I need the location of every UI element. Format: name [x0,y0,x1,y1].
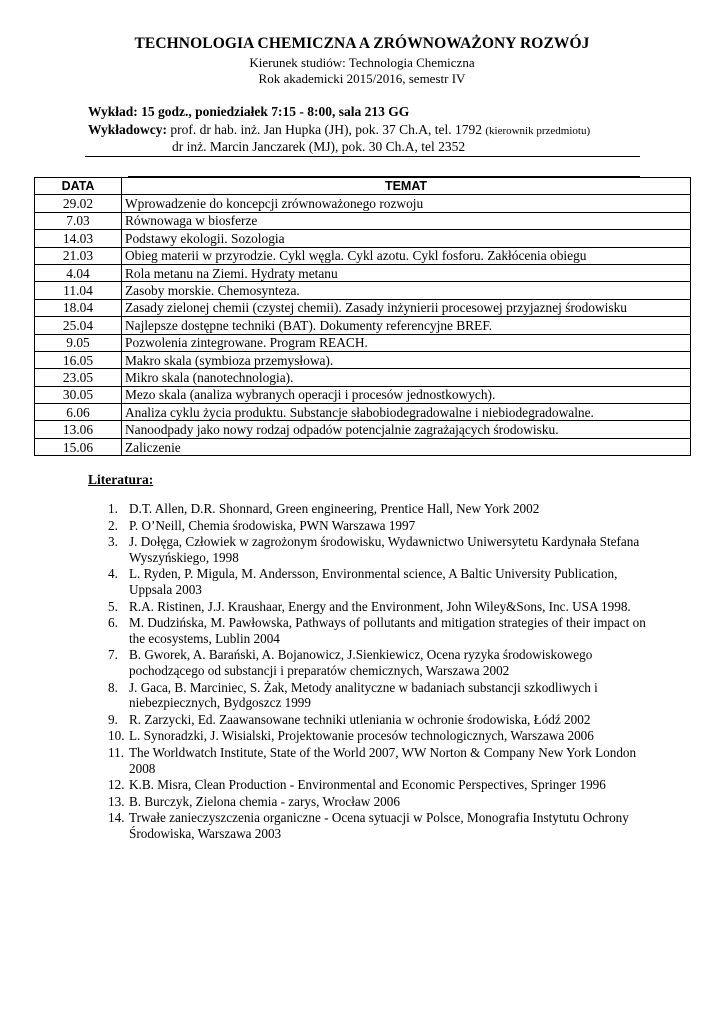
header-date: DATA [35,178,122,195]
item-number: 7. [108,647,118,663]
row-topic: Makro skala (symbioza przemysłowa). [122,351,691,368]
lecturer-1-note: (kierownik przedmiotu) [485,125,591,137]
item-text: L. Ryden, P. Migula, M. Andersson, Environmental science, A Baltic University Publication, Uppsala 2003 [129,566,618,597]
item-number: 1. [108,501,118,516]
table-row [35,404,691,421]
list-item [0,566,649,597]
item-text: P. O’Neill, Chemia środowiska, PWN Warszawa 1997 [129,517,416,533]
row-topic: Wprowadzenie do koncepcji zrównoważonego rozwoju [122,195,691,212]
row-topic: Zaliczenie [122,438,691,455]
field-of-study: Kierunek studiów: Technologia Chemiczna [249,55,475,70]
row-date: 6.06 [35,404,122,421]
item-text: B. Gworek, A. Barański, A. Bojanowicz, J.Sienkiewicz, Ocena ryzyka środowiskowego pochodzącego od substancji i preparatów chemicznych, Warszawa 2002 [129,647,593,678]
row-topic: Nanoodpady jako nowy rodzaj odpadów potencjalnie zagrażających środowisku. [122,421,691,438]
list-item [0,777,649,793]
item-number: 2. [108,517,118,533]
table-row [35,351,691,368]
item-text: Trwałe zanieczyszczenia organiczne - Ocena sytuacji w Polsce, Monografia Instytutu Ochrony Środowiska, Warszawa 2003 [129,810,629,841]
item-text: D.T. Allen, D.R. Shonnard, Green engineering, Prentice Hall, New York 2002 [129,501,540,516]
lecturer-line-1 [88,122,590,138]
table-row [35,264,691,281]
table-header-row [35,178,691,195]
item-number: 5. [108,598,118,614]
row-date: 25.04 [35,317,122,334]
list-item [0,518,649,534]
divider [85,156,640,157]
item-text: L. Synoradzki, J. Wisialski, Projektowanie procesów technologicznych, Warszawa 2006 [129,728,594,744]
table-row [35,438,691,455]
row-topic: Obieg materii w przyrodzie. Cykl węgla. Cykl azotu. Cykl fosforu. Zakłócenia obiegu [122,247,691,264]
lecturer-2: dr inż. Marcin Janczarek (MJ), pok. 30 Ch.A, tel 2352 [172,139,466,154]
list-item [0,712,649,728]
item-number: 10. [108,728,125,744]
row-date: 9.05 [35,334,122,351]
item-number: 12. [108,777,125,793]
item-text: K.B. Misra, Clean Production - Environmental and Economic Perspectives, Springer 1996 [129,777,606,793]
lecturer-1: prof. dr hab. inż. Jan Hupka (JH), pok. 37 Ch.A, tel. 1792 [170,122,482,137]
row-date: 4.04 [35,264,122,281]
table-row [35,334,691,351]
table-row [35,369,691,386]
schedule-table [34,177,691,456]
list-item [0,501,649,517]
list-item [0,647,649,678]
item-number: 8. [108,679,118,695]
table-row [35,212,691,229]
list-item [0,745,649,776]
lecturers-label: Wykładowcy: [88,122,168,137]
row-topic: Równowaga w biosferze [122,212,691,229]
page-title: TECHNOLOGIA CHEMICZNA A ZRÓWNOWAŻONY ROZWÓJ [134,35,590,52]
list-item [0,728,649,744]
lecture-info: Wykład: 15 godz., poniedziałek 7:15 - 8:00, sala 213 GG [88,104,410,119]
row-topic: Podstawy ekologii. Sozologia [122,230,691,247]
row-date: 30.05 [35,386,122,403]
row-date: 21.03 [35,247,122,264]
item-text: J. Gaca, B. Marciniec, S. Żak, Metody analityczne w badaniach substancji szkodliwych i niebezpiecznych, Bydgoszcz 1999 [129,679,598,711]
table-row [35,230,691,247]
item-text: M. Dudzińska, M. Pawłowska, Pathways of pollutants and mitigation strategies of their impact on the ecosystems, Lublin 2004 [129,615,646,646]
list-item [0,615,649,646]
row-topic: Zasady zielonej chemii (czystej chemii). Zasady inżynierii procesowej przyjaznej środowisku [122,299,691,316]
table-row [35,317,691,334]
item-number: 9. [108,711,118,727]
item-number: 3. [108,534,118,550]
table-row [35,386,691,403]
list-item [0,534,649,565]
table-row [35,421,691,438]
item-text: J. Dołęga, Człowiek w zagrożonym środowisku, Wydawnictwo Uniwersytetu Kardynała Stefana Wyszyńskiego, 1998 [129,534,640,565]
header-topic: TEMAT [122,178,691,195]
row-date: 18.04 [35,299,122,316]
row-date: 11.04 [35,282,122,299]
row-topic: Mikro skala (nanotechnologia). [122,369,691,386]
row-date: 14.03 [35,230,122,247]
item-text: R.A. Ristinen, J.J. Kraushaar, Energy and the Environment, John Wiley&Sons, Inc. USA 1998. [129,598,631,614]
row-date: 23.05 [35,369,122,386]
list-item [0,810,649,841]
item-number: 14. [108,810,125,826]
item-number: 13. [108,793,125,809]
table-row [35,247,691,264]
list-item [0,794,649,810]
row-topic: Najlepsze dostępne techniki (BAT). Dokumenty referencyjne BREF. [122,317,691,334]
row-date: 16.05 [35,351,122,368]
academic-year: Rok akademicki 2015/2016, semestr IV [258,71,466,86]
table-row [35,299,691,316]
row-topic: Mezo skala (analiza wybranych operacji i procesów jednostkowych). [122,386,691,403]
row-topic: Zasoby morskie. Chemosynteza. [122,282,691,299]
table-row [35,282,691,299]
item-text: R. Zarzycki, Ed. Zaawansowane techniki utleniania w ochronie środowiska, Łódź 2002 [129,711,591,727]
row-date: 7.03 [35,212,122,229]
list-item [0,599,649,615]
row-topic: Pozwolenia zintegrowane. Program REACH. [122,334,691,351]
item-text: The Worldwatch Institute, State of the World 2007, WW Norton & Company New York London 2008 [129,744,637,776]
list-item [0,680,649,711]
row-topic: Rola metanu na Ziemi. Hydraty metanu [122,264,691,281]
literature-heading: Literatura: [88,472,154,487]
item-number: 11. [108,744,124,760]
literature-list [0,501,649,842]
row-date: 29.02 [35,195,122,212]
item-text: B. Burczyk, Zielona chemia - zarys, Wrocław 2006 [129,793,400,809]
table-row [35,195,691,212]
row-date: 13.06 [35,421,122,438]
row-topic: Analiza cyklu życia produktu. Substancje słabobiodegradowalne i niebiodegradowalne. [122,404,691,421]
item-number: 6. [108,615,118,631]
row-date: 15.06 [35,438,122,455]
item-number: 4. [108,566,118,582]
